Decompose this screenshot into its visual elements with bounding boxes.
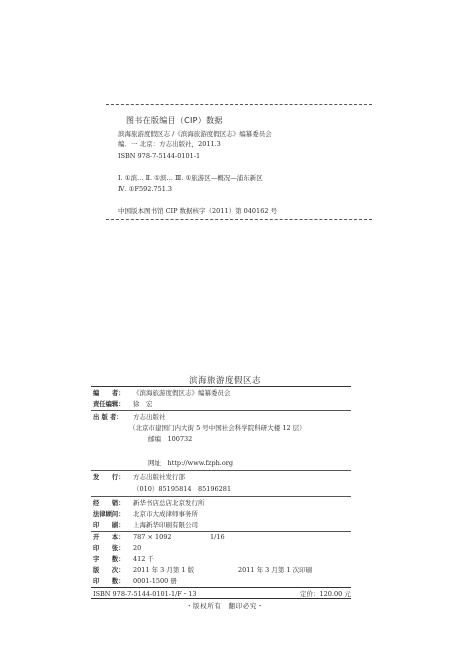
price: 定价：120.00 元 [300,590,351,598]
editor-row [93,389,231,398]
colophon-rule [91,531,351,532]
publisher-address: （北京市建国门内大街 5 号中国社会科学院科研大楼 12 层） [129,424,306,432]
seller-row [93,499,205,508]
cip-line: 滨海旅游度假区志 /《滨海旅游度假区志》编纂委员会 [118,130,272,138]
copies-row [93,577,177,586]
seller-label: 经 销： [93,500,125,507]
edition-label: 版 次： [93,567,125,574]
edition-value-2: 2011 年 3 月第 1 次印刷 [238,566,313,574]
colophon-rule [91,410,351,411]
printer-row [93,521,198,530]
edition-row [93,566,313,575]
sheets-row [93,544,142,553]
colophon-rule [91,587,351,588]
format-label: 开 本： [93,534,125,541]
words-label: 字 数： [93,556,125,563]
editor-label: 编 者： [93,390,125,397]
cip-line: Ⅰ. ①滨… Ⅱ. ①滨… Ⅲ. ①旅游区—概况—浦东新区 [118,174,263,182]
book-title: 滨海旅游度假区志 [188,376,261,386]
edition-value: 2011 年 3 月第 1 版 [133,566,195,574]
publisher-label: 出 版 者： [93,414,123,421]
distributor-row [93,473,185,482]
seller-value: 新华书店总店北京发行所 [133,499,205,507]
cip-top-dash [106,104,372,105]
editor-value: 《滨海旅游度假区志》编纂委员会 [133,389,231,397]
publisher-website: 网址 http://www.fzph.org [148,459,234,467]
colophon-top-rule [91,386,351,387]
legal-label: 法律顾问： [93,511,125,518]
sheets-value: 20 [133,544,142,552]
cip-line: ISBN 978-7-5144-0101-1 [118,152,201,160]
copies-label: 印 数： [93,578,125,585]
colophon-rule [91,496,351,497]
legal-row [93,510,198,519]
resp-editor-label: 责任编辑： [93,401,125,408]
sheets-label: 印 张： [93,545,125,552]
cip-line: 编．一 北京：方志出版社，2011.3 [118,140,221,148]
distributor-value: 方志出版社发行部 [133,473,185,481]
cip-title: 图书在版编目（CIP）数据 [126,116,223,125]
cip-line: Ⅳ. ①F592.751.3 [118,185,173,193]
rights-notice: ・版权所有 翻印必究・ [185,602,265,610]
printer-value: 上海新华印刷有限公司 [133,521,198,529]
colophon-bottom-rule [91,598,351,599]
publisher-postcode: 邮编 100732 [148,435,193,443]
distributor-label: 发 行： [93,474,125,481]
cip-line: 中国版本图书馆 CIP 数据核字（2011）第 040162 号 [118,207,278,215]
words-value: 412 千 [133,555,154,563]
publisher-row [93,413,166,422]
cip-bottom-dash [106,219,372,220]
publisher-name: 方志出版社 [133,413,166,421]
resp-editor-value: 徐 宏 [133,400,153,408]
printer-label: 印 刷： [93,522,125,529]
format-value-2: 1/16 [210,533,225,541]
colophon-rule [91,470,351,471]
isbn-line: ISBN 978-7-5144-0101-1/F・13 [93,590,197,598]
distributor-phone: （010）85195814 85196281 [133,485,232,493]
format-row [93,533,225,542]
resp-editor-row [93,400,153,409]
copies-value: 0001-1500 册 [133,577,177,585]
format-value: 787 × 1092 [133,533,172,541]
words-row [93,555,154,564]
legal-value: 北京市大成律师事务所 [133,510,198,518]
